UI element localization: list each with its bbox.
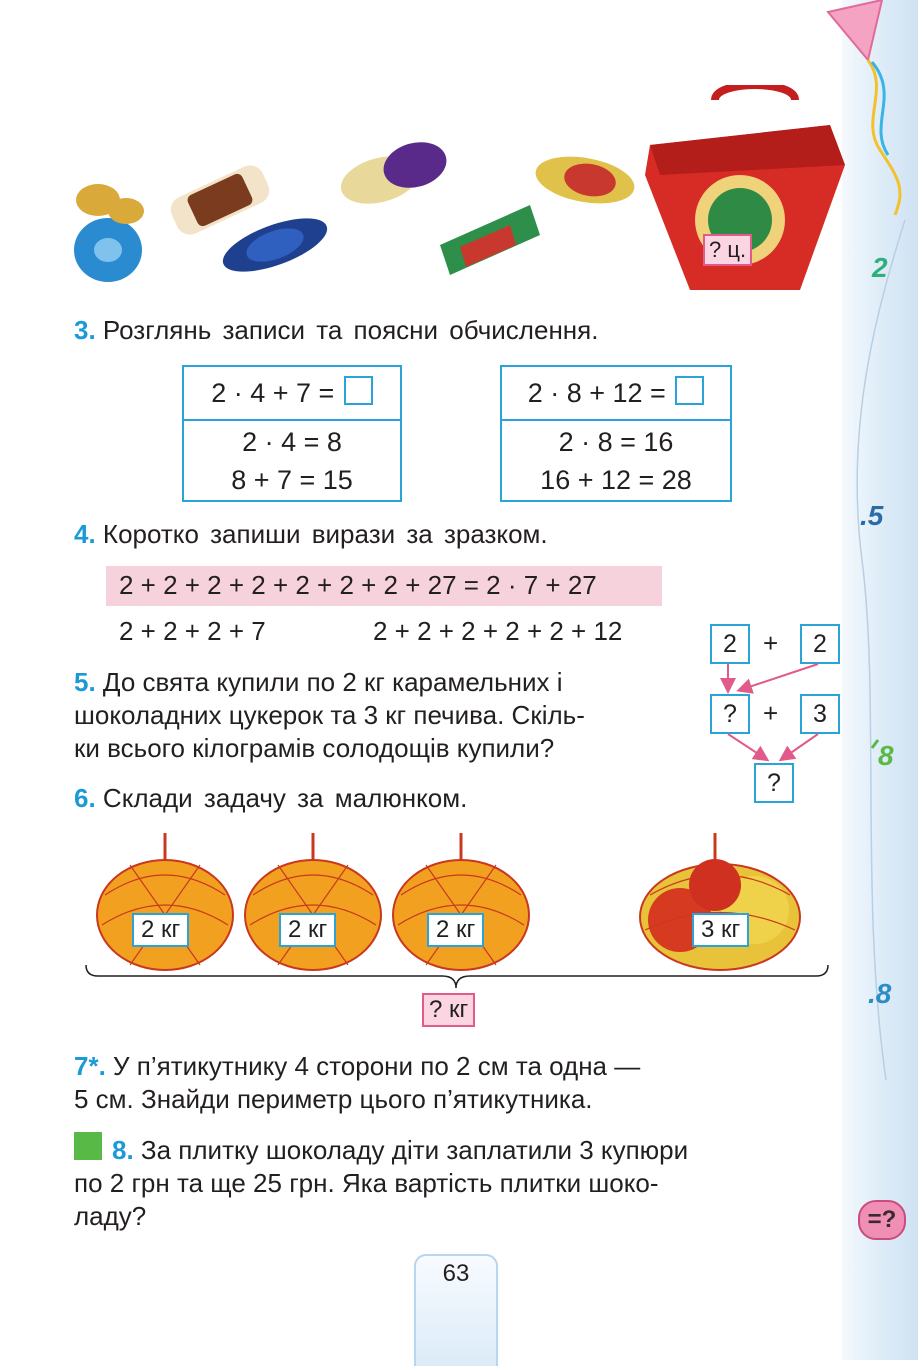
task8-number: 8.	[112, 1135, 134, 1165]
task6-number: 6.	[74, 783, 96, 813]
scheme-box-b: 2	[800, 624, 840, 664]
answer-square[interactable]	[344, 376, 373, 405]
page-number: 63	[442, 1260, 470, 1287]
scheme-box-result: ?	[754, 763, 794, 803]
expression-2: 2 + 2 + 2 + 2 + 2 + 12	[373, 616, 623, 646]
bag4-weight: 3 кг	[692, 913, 749, 947]
calc-box-right-head	[502, 367, 730, 421]
candy-navy-icon	[216, 207, 333, 282]
apple-bag-icon	[640, 833, 800, 970]
scheme-box-d: 3	[800, 694, 840, 734]
task7-number: 7*.	[74, 1051, 106, 1081]
green-square-icon	[74, 1132, 102, 1160]
task5-line3: ки всього кілограмів солодощів купили?	[74, 733, 555, 763]
gift-price-label: ? ц.	[703, 234, 752, 266]
task4-line	[74, 518, 548, 551]
task5-text-1: До свята купили по 2 кг карамельних і	[102, 667, 563, 697]
calc-left-line1: 2 · 4 = 8	[242, 427, 342, 457]
total-brace	[84, 962, 830, 992]
task5-line1	[74, 666, 688, 699]
calc-left-line2: 8 + 7 = 15	[231, 465, 353, 495]
fruit-bags-illustration	[90, 825, 830, 975]
calc-left-expression: 2 · 4 + 7 =	[211, 378, 335, 408]
task4-number: 4.	[74, 519, 96, 549]
orange-bag-icon	[97, 833, 233, 970]
task8-text-1: За плитку шоколаду діти заплатили 3 купюри	[140, 1135, 689, 1165]
task7-text-1: У п’ятикутнику 4 сторони по 2 см та одна —	[113, 1051, 641, 1081]
candy-green-icon	[440, 205, 540, 275]
candy-purple-icon	[336, 135, 452, 211]
candy-choco-icon	[166, 161, 274, 240]
side-number-8-dot: .8	[868, 978, 892, 1009]
task8-line2: по 2 грн та ще 25 грн. Яка вартість плитки шоко-	[74, 1168, 659, 1198]
task3-text: Розглянь записи та поясни обчислення.	[102, 315, 599, 345]
calc-right-line2: 16 + 12 = 28	[540, 465, 692, 495]
answer-square[interactable]	[675, 376, 704, 405]
scheme-arrows	[700, 615, 850, 775]
scheme-plus-2: +	[763, 698, 779, 728]
orange-bag-icon	[245, 833, 381, 970]
scheme-box-a: 2	[710, 624, 750, 664]
task5-paragraph	[74, 666, 688, 765]
calc-right-expression: 2 · 8 + 12 =	[527, 378, 666, 408]
task8-line1	[112, 1134, 838, 1167]
expression-1: 2 + 2 + 2 + 7	[119, 616, 266, 646]
task3-number: 3.	[74, 315, 96, 345]
bag3-weight: 2 кг	[427, 913, 484, 947]
candy-yellow-icon	[532, 150, 638, 211]
orange-bag-icon	[393, 833, 529, 970]
task7-paragraph	[74, 1050, 838, 1116]
scheme-plus-1: +	[763, 628, 779, 658]
task5-number: 5.	[74, 667, 96, 697]
side-number-5: .5	[860, 500, 884, 531]
task7-line1	[74, 1050, 838, 1083]
task4-text: Коротко запиши вирази за зразком.	[102, 519, 548, 549]
calc-box-right	[500, 365, 732, 502]
bag1-weight: 2 кг	[132, 913, 189, 947]
side-number-8: 8	[878, 740, 894, 771]
candies-illustration	[60, 85, 850, 300]
calc-right-line1: 2 · 8 = 16	[558, 427, 674, 457]
task8-line3: ладу?	[74, 1201, 147, 1231]
question-badge-icon: =?	[858, 1200, 906, 1240]
task7-line2: 5 см. Знайди периметр цього п’ятикутника.	[74, 1084, 593, 1114]
sample-expression: 2 + 2 + 2 + 2 + 2 + 2 + 2 + 27 = 2 · 7 + 27	[119, 570, 597, 600]
scheme-box-c: ?	[710, 694, 750, 734]
task5-line2: шоколадних цукерок та 3 кг печива. Скіль-	[74, 700, 585, 730]
calc-box-left	[182, 365, 402, 502]
task6-text: Склади задачу за малюнком.	[102, 783, 468, 813]
candy-blue-icon	[74, 184, 144, 282]
bag2-weight: 2 кг	[279, 913, 336, 947]
total-weight-label: ? кг	[422, 993, 475, 1027]
task6-line	[74, 782, 467, 815]
task3-line	[74, 314, 598, 347]
calc-box-left-head	[184, 367, 400, 421]
side-number-2: 2	[872, 252, 888, 283]
